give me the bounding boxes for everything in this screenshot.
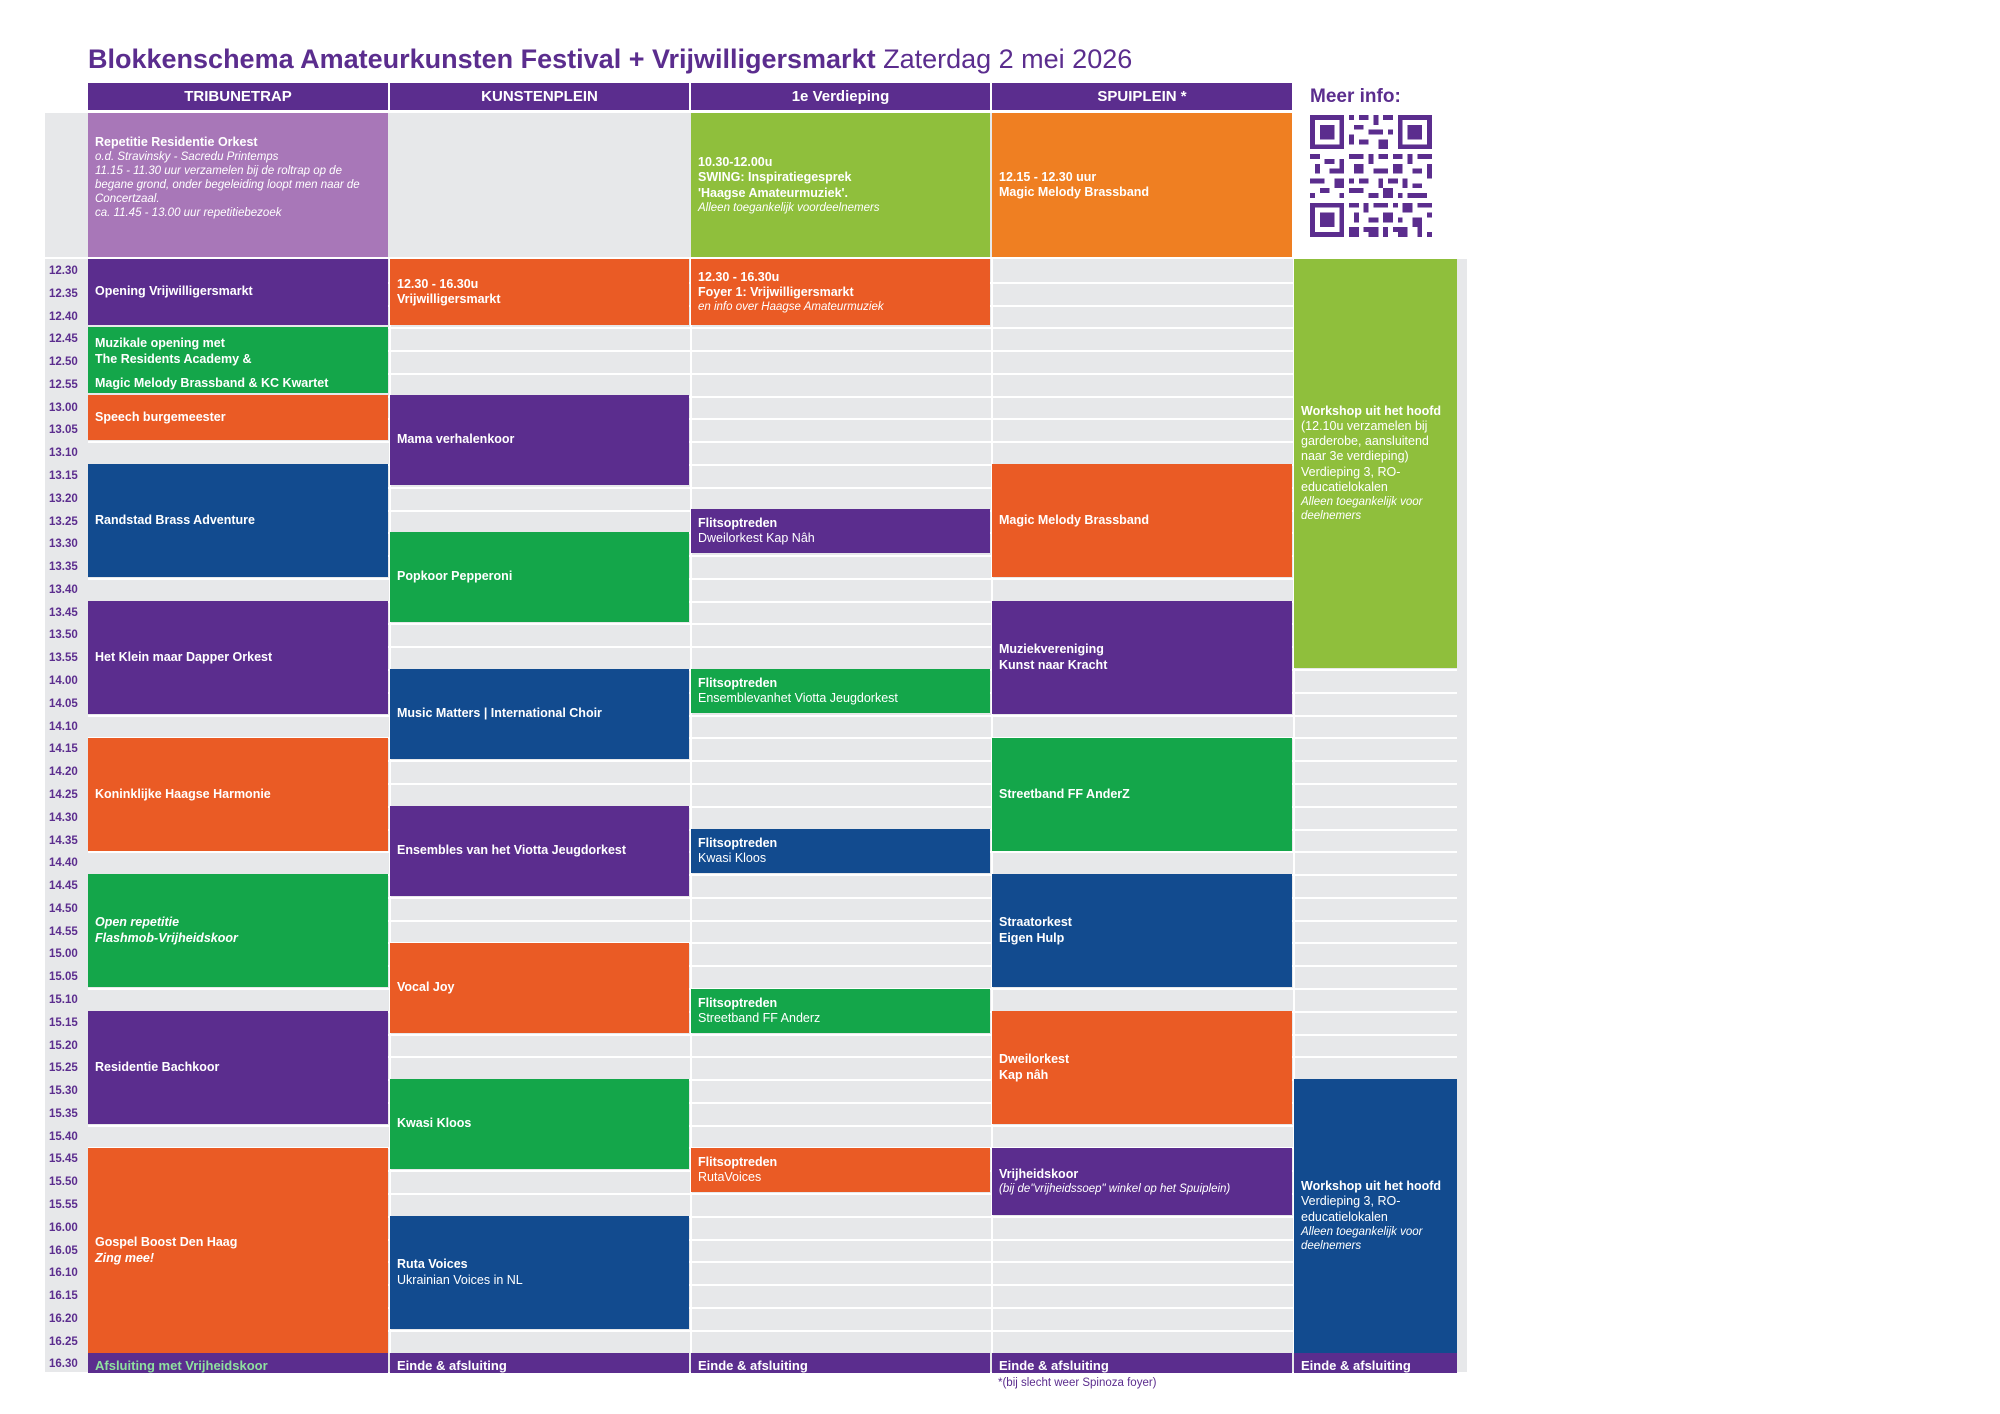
time-label: 14.15 bbox=[49, 743, 78, 756]
event-ruta-voices[interactable] bbox=[390, 1216, 689, 1329]
event-title: 'Haagse Amateurmuziek'. bbox=[698, 185, 848, 200]
time-label: 12.35 bbox=[49, 287, 78, 300]
event-time: 12.30 - 16.30u bbox=[698, 269, 780, 284]
event-title: Magic Melody Brassband & KC Kwartet bbox=[95, 375, 329, 390]
event-title: Flashmob-Vrijheidskoor bbox=[95, 930, 238, 945]
event-title: Dweilorkest bbox=[999, 1052, 1070, 1067]
time-label: 16.25 bbox=[49, 1335, 78, 1348]
event-title: Mama verhalenkoor bbox=[397, 432, 515, 447]
event-time: 12.15 - 12.30 uur bbox=[999, 169, 1097, 184]
weather-note: *(bij slecht weer Spinoza foyer) bbox=[998, 1377, 1157, 1389]
event-detail: Alleen toegankelijk voor deelnemers bbox=[1301, 496, 1423, 523]
time-label: 16.15 bbox=[49, 1290, 78, 1303]
time-label: 14.00 bbox=[49, 675, 78, 688]
event-title: Magic Melody Brassband bbox=[999, 185, 1150, 199]
event-title: Workshop uit het hoofd bbox=[1301, 1179, 1442, 1194]
time-label: 13.15 bbox=[49, 470, 78, 483]
event-title: Flitsoptreden bbox=[698, 995, 778, 1010]
event-klein-maar-dapper[interactable] bbox=[88, 601, 388, 714]
time-label: 14.30 bbox=[49, 811, 78, 824]
title-date: Zaterdag 2 mei 2026 bbox=[883, 44, 1133, 74]
event-title: Kwasi Kloos bbox=[397, 1116, 472, 1131]
time-label: 13.10 bbox=[49, 447, 78, 460]
event-gospel-boost[interactable] bbox=[88, 1148, 388, 1353]
event-detail: Kwasi Kloos bbox=[698, 851, 767, 865]
qr-code-icon[interactable] bbox=[1310, 115, 1432, 237]
event-straatorkest-eigen-hulp[interactable] bbox=[992, 874, 1292, 987]
event-title: Streetband FF AnderZ bbox=[999, 786, 1130, 801]
event-title: The Residents Academy & bbox=[95, 351, 252, 366]
event-repetitie-residentie-orkest[interactable] bbox=[88, 113, 388, 257]
event-residentie-bachkoor[interactable] bbox=[88, 1011, 388, 1124]
grid-line bbox=[88, 578, 1457, 580]
event-title: Ruta Voices bbox=[397, 1257, 468, 1272]
page-title bbox=[88, 44, 1132, 75]
event-detail: Dweilorkest Kap Nâh bbox=[698, 531, 815, 545]
column-header-verdieping: 1e Verdieping bbox=[691, 83, 990, 110]
event-title: Randstad Brass Adventure bbox=[95, 512, 255, 527]
event-title: Muzikale opening met bbox=[95, 336, 225, 351]
event-title: Eigen Hulp bbox=[999, 930, 1065, 945]
time-label: 13.25 bbox=[49, 515, 78, 528]
event-title: Vrijheidskoor bbox=[999, 1166, 1079, 1181]
time-label: 15.20 bbox=[49, 1039, 78, 1052]
event-muzikale-opening[interactable] bbox=[88, 327, 388, 393]
time-label: 15.30 bbox=[49, 1085, 78, 1098]
event-magic-melody-brassband[interactable] bbox=[992, 464, 1292, 577]
event-time: 10.30-12.00u bbox=[698, 155, 773, 170]
event-flitsoptreden-5[interactable] bbox=[691, 1148, 990, 1192]
time-label: 14.05 bbox=[49, 697, 78, 710]
event-flitsoptreden-2[interactable] bbox=[691, 669, 990, 713]
event-detail: RutaVoices bbox=[698, 1170, 762, 1184]
time-label: 15.50 bbox=[49, 1176, 78, 1189]
event-title: Flitsoptreden bbox=[698, 1154, 778, 1169]
event-title: Kap nâh bbox=[999, 1067, 1049, 1082]
event-title: SWING: Inspiratiegesprek bbox=[698, 170, 852, 185]
event-streetband-ff-anderz[interactable] bbox=[992, 738, 1292, 851]
event-title: Flitsoptreden bbox=[698, 835, 778, 850]
time-label: 14.45 bbox=[49, 880, 78, 893]
time-label: 12.55 bbox=[49, 378, 78, 391]
time-label: 16.30 bbox=[49, 1358, 78, 1371]
event-workshop-uit-het-hoofd-2[interactable] bbox=[1294, 1079, 1457, 1353]
time-label: 12.45 bbox=[49, 333, 78, 346]
event-title: Ensembles van het Viotta Jeugdorkest bbox=[397, 843, 627, 858]
time-label: 12.40 bbox=[49, 310, 78, 323]
time-label: 13.30 bbox=[49, 538, 78, 551]
time-label: 15.05 bbox=[49, 971, 78, 984]
event-title: Vocal Joy bbox=[397, 980, 455, 995]
event-popkoor-pepperoni[interactable] bbox=[390, 532, 689, 622]
event-detail: Verdieping 3, RO-educatielokalen bbox=[1301, 1194, 1401, 1224]
event-flitsoptreden-1[interactable] bbox=[691, 509, 990, 553]
time-label: 16.20 bbox=[49, 1312, 78, 1325]
event-foyer-vrijwilligersmarkt[interactable] bbox=[691, 259, 990, 325]
footer-verdieping: Einde & afsluiting bbox=[691, 1353, 990, 1373]
column-header-tribunetrap: TRIBUNETRAP bbox=[88, 83, 388, 110]
event-title: Music Matters | International Choir bbox=[397, 706, 602, 721]
event-subtitle: Zing mee! bbox=[95, 1250, 155, 1265]
event-speech-burgemeester[interactable] bbox=[88, 395, 388, 440]
time-label: 16.10 bbox=[49, 1267, 78, 1280]
time-label: 13.20 bbox=[49, 492, 78, 505]
event-vrijheidskoor[interactable] bbox=[992, 1148, 1292, 1215]
event-dweilorkest-kap-nah[interactable] bbox=[992, 1011, 1292, 1124]
time-label: 13.05 bbox=[49, 424, 78, 437]
time-label: 13.00 bbox=[49, 401, 78, 414]
event-kwasi-kloos[interactable] bbox=[390, 1079, 689, 1169]
event-mama-verhalenkoor[interactable] bbox=[390, 395, 689, 485]
event-title: Open repetitie bbox=[95, 915, 180, 930]
event-flashmob-vrijheidskoor[interactable] bbox=[88, 874, 388, 987]
event-title: Kunst naar Kracht bbox=[999, 657, 1108, 672]
event-title: Magic Melody Brassband bbox=[999, 512, 1150, 527]
event-detail: (bij de"vrijheidssoep" winkel op het Spuiplein) bbox=[999, 1183, 1231, 1196]
time-label: 14.40 bbox=[49, 857, 78, 870]
event-detail: ca. 11.45 - 13.00 uur repetitiebezoek bbox=[95, 207, 282, 220]
event-title: Flitsoptreden bbox=[698, 675, 778, 690]
time-label: 14.25 bbox=[49, 788, 78, 801]
event-ensembles-viotta[interactable] bbox=[390, 806, 689, 896]
column-header-spuiplein: SPUIPLEIN * bbox=[992, 83, 1292, 110]
footer-spuiplein: Einde & afsluiting bbox=[992, 1353, 1292, 1373]
meer-info-label: Meer info: bbox=[1310, 86, 1401, 107]
event-magic-melody-pre[interactable] bbox=[992, 113, 1292, 257]
time-label: 13.55 bbox=[49, 652, 78, 665]
time-label: 15.40 bbox=[49, 1130, 78, 1143]
time-label: 15.45 bbox=[49, 1153, 78, 1166]
footer-workshop: Einde & afsluiting bbox=[1294, 1353, 1457, 1373]
event-title: Speech burgemeester bbox=[95, 409, 226, 424]
event-vrijwilligersmarkt[interactable] bbox=[390, 259, 689, 325]
event-music-matters[interactable] bbox=[390, 669, 689, 759]
time-label: 15.55 bbox=[49, 1198, 78, 1211]
time-label: 14.55 bbox=[49, 925, 78, 938]
event-title: Foyer 1: Vrijwilligersmarkt bbox=[698, 284, 854, 299]
footer-tribune: Afsluiting met Vrijheidskoor bbox=[88, 1353, 388, 1373]
time-label: 13.40 bbox=[49, 583, 78, 596]
time-label: 14.35 bbox=[49, 834, 78, 847]
title-main: Blokkenschema Amateurkunsten Festival + Vrijwilligersmarkt bbox=[88, 44, 876, 74]
column-header-kunstenplein: KUNSTENPLEIN bbox=[390, 83, 689, 110]
event-randstad-brass[interactable] bbox=[88, 464, 388, 577]
time-label: 16.05 bbox=[49, 1244, 78, 1257]
time-label: 16.00 bbox=[49, 1221, 78, 1234]
time-label: 15.25 bbox=[49, 1062, 78, 1075]
time-label: 14.50 bbox=[49, 902, 78, 915]
grid-line bbox=[88, 441, 1457, 443]
event-detail: o.d. Stravinsky - Sacredu Printemps bbox=[95, 151, 279, 164]
time-label: 15.15 bbox=[49, 1016, 78, 1029]
event-title: Opening Vrijwilligersmarkt bbox=[95, 284, 253, 299]
event-title: Gospel Boost Den Haag bbox=[95, 1235, 238, 1250]
event-title: Popkoor Pepperoni bbox=[397, 569, 513, 584]
event-title: Residentie Bachkoor bbox=[95, 1059, 220, 1074]
time-label: 15.10 bbox=[49, 993, 78, 1006]
event-title: Het Klein maar Dapper Orkest bbox=[95, 649, 273, 664]
time-label: 14.10 bbox=[49, 720, 78, 733]
time-label: 12.50 bbox=[49, 356, 78, 369]
time-label: 13.35 bbox=[49, 561, 78, 574]
grid-line bbox=[88, 1125, 1457, 1127]
event-title: Flitsoptreden bbox=[698, 515, 778, 530]
footer-kunstenplein: Einde & afsluiting bbox=[390, 1353, 689, 1373]
event-detail: Ensemblevanhet Viotta Jeugdorkest bbox=[698, 691, 898, 705]
event-detail: Ukrainian Voices in NL bbox=[397, 1272, 523, 1287]
event-detail: Verdieping 3, RO-educatielokalen bbox=[1301, 464, 1401, 494]
time-label: 13.50 bbox=[49, 629, 78, 642]
event-time: 12.30 - 16.30u bbox=[397, 276, 479, 291]
event-title: Vrijwilligersmarkt bbox=[397, 292, 501, 306]
event-detail: Alleen toegankelijk voordeelnemers bbox=[698, 201, 880, 214]
event-detail: Alleen toegankelijk voor deelnemers bbox=[1301, 1225, 1423, 1252]
event-swing-inspiratiegesprek[interactable] bbox=[691, 113, 990, 257]
event-detail: en info over Haagse Amateurmuziek bbox=[698, 301, 884, 314]
event-detail: Streetband FF Anderz bbox=[698, 1011, 821, 1025]
event-opening-vrijwilligersmarkt[interactable] bbox=[88, 259, 388, 325]
event-koninklijke-haagse-harmonie[interactable] bbox=[88, 738, 388, 851]
event-detail: (12.10u verzamelen bij garderobe, aansluitend naar 3e verdieping) bbox=[1301, 418, 1429, 464]
time-label: 12.30 bbox=[49, 265, 78, 277]
event-workshop-uit-het-hoofd-1[interactable] bbox=[1294, 259, 1457, 668]
time-label: 15.35 bbox=[49, 1107, 78, 1120]
event-flitsoptreden-4[interactable] bbox=[691, 989, 990, 1033]
time-label: 15.00 bbox=[49, 948, 78, 961]
time-label: 13.45 bbox=[49, 606, 78, 619]
event-flitsoptreden-3[interactable] bbox=[691, 829, 990, 873]
grid-line bbox=[88, 715, 1457, 717]
time-label: 14.20 bbox=[49, 766, 78, 779]
event-title: Workshop uit het hoofd bbox=[1301, 403, 1442, 418]
event-title: Repetitie Residentie Orkest bbox=[95, 135, 258, 149]
event-kunst-naar-kracht[interactable] bbox=[992, 601, 1292, 714]
event-detail: 11.15 - 11.30 uur verzamelen bij de roltrap op de begane grond, onder begeleiding loopt men naar de Concertzaal. bbox=[95, 165, 360, 206]
event-title: Straatorkest bbox=[999, 915, 1072, 930]
event-title: Muziekvereniging bbox=[999, 642, 1104, 657]
event-vocal-joy[interactable] bbox=[390, 943, 689, 1033]
event-title: Koninklijke Haagse Harmonie bbox=[95, 786, 271, 801]
